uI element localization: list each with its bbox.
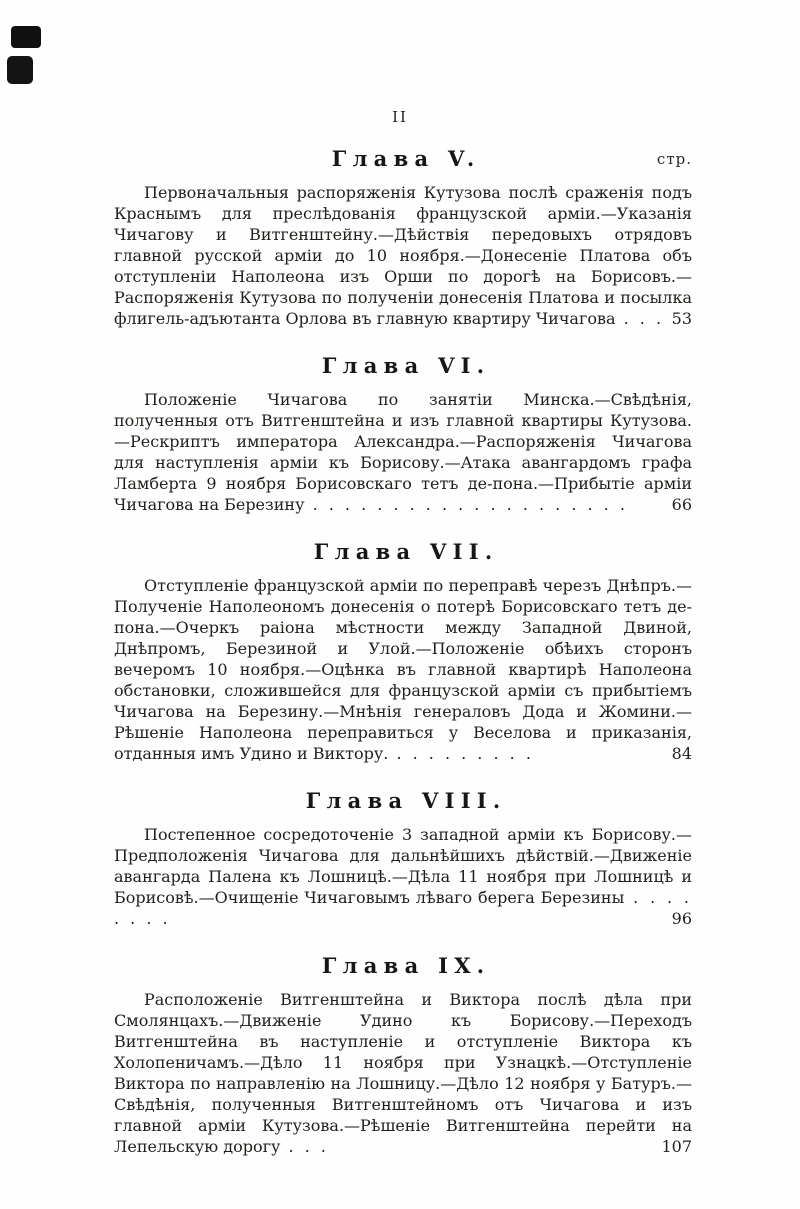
dot-leader: . . . [280, 1137, 329, 1156]
scan-artifact-icon [11, 26, 41, 48]
chapter-page-number: 53 [671, 309, 692, 328]
chapter-summary-text: Положеніе Чичагова по занятіи Минска.—Свѣдѣнія, полученныя отъ Витгенштейна и изъ главной квартиры Кутузова.—Рескриптъ императора Александра.—Распоряженія Чичагова для наступленія арміи къ Борисову.—Атака авангардомъ графа Ламберта 9 ноября Борисовскаго тетъ де-пона.—Прибытіе арміи Чичагова на Березину [114, 390, 692, 514]
scan-artifact-icon [7, 56, 33, 84]
toc-entry [114, 146, 692, 329]
chapter-summary-block [114, 389, 692, 515]
chapter-page-number: 107 [661, 1137, 692, 1156]
chapter-page-number: 96 [671, 909, 692, 928]
dot-leader: . . . [615, 309, 665, 328]
chapter-heading-row [114, 353, 692, 378]
chapter-summary [114, 575, 692, 764]
page-column-label: стр. [656, 150, 692, 168]
chapter-summary-text: Отступленіе французской арміи по переправѣ черезъ Днѣпръ.—Полученіе Наполеономъ донесенія о потерѣ Борисовскаго тетъ де-пона.—Очеркъ раіона мѣстности между Западной Двиной, Днѣпромъ, Березиной и Улой.—Положеніе обѣихъ сторонъ вечеромъ 10 ноября.—Оцѣнка въ главной квартирѣ Наполеона обстановки, сложившейся для французской арміи съ прибытіемъ Чичагова на Березину.—Мнѣнія генераловъ Дода и Жомини.—Рѣшеніе Наполеона переправиться у Веселова и приказанія, отданныя имъ Удино и Виктору. [114, 576, 692, 763]
chapter-summary [114, 182, 692, 329]
toc-entry [114, 788, 692, 929]
chapter-summary-text: Расположеніе Витгенштейна и Виктора послѣ дѣла при Смолянцахъ.—Движеніе Удино къ Борисову.—Переходъ Витгенштейна въ наступленіе и отступленіе Виктора къ Холопеничамъ.—Дѣло 11 ноября при Узнацкѣ.—Отступленіе Виктора по направленію на Лошницу.—Дѣло 12 ноября у Батуръ.—Свѣдѣнія, полученныя Витгенштейномъ отъ Чичагова и изъ главной арміи Кутузова.—Рѣшеніе Витгенштейна перейти на Лепельскую дорогу [114, 990, 692, 1156]
toc-entry [114, 353, 692, 515]
chapter-title: Глава VI. [321, 353, 491, 378]
chapter-heading-row [114, 539, 692, 564]
page-folio: II [392, 108, 408, 126]
chapter-heading-row [114, 146, 692, 171]
chapter-summary-block [114, 989, 692, 1157]
chapter-title: Глава VIII. [305, 788, 507, 813]
toc-entry [114, 539, 692, 764]
chapter-summary-text: Постепенное сосредоточеніе 3 западной арміи къ Борисову.—Предположенія Чичагова для дальнѣйшихъ дѣйствій.—Движеніе авангарда Палена къ Лошницѣ.—Дѣла 11 ноября при Лошницѣ и Борисовѣ.—Очищеніе Чичаговымъ лѣваго берега Березины [114, 825, 692, 907]
chapter-heading-row [114, 953, 692, 978]
chapter-summary-block [114, 824, 692, 929]
dot-leader: . . . . . . . . . [388, 744, 534, 763]
chapter-summary [114, 824, 692, 929]
dot-leader: . . . . . . . . . . . . . . . . . . . . [304, 495, 628, 514]
chapter-summary [114, 389, 692, 515]
chapter-title: Глава IX. [321, 953, 491, 978]
table-of-contents [114, 146, 692, 1157]
chapter-summary-block [114, 575, 692, 764]
chapter-page-number: 84 [671, 744, 692, 763]
chapter-title: Глава VII. [313, 539, 499, 564]
dot-leader: . . . . . . . . [114, 888, 693, 928]
chapter-summary-block [114, 182, 692, 329]
chapter-page-number: 66 [671, 495, 692, 514]
chapter-title: Глава V. [331, 146, 481, 171]
toc-entry [114, 953, 692, 1157]
chapter-summary-text: Первоначальныя распоряженія Кутузова послѣ сраженія подъ Краснымъ для преслѣдованія французской арміи.—Указанія Чичагову и Витгенштейну.—Дѣйствія передовыхъ отрядовъ главной русской арміи до 10 ноября.—Донесеніе Платова объ отступленіи Наполеона изъ Орши по дорогѣ на Борисовъ.—Распоряженія Кутузова по полученіи донесенія Платова и посылка флигель-адъютанта Орлова въ главную квартиру Чичагова [114, 183, 692, 328]
chapter-summary [114, 989, 692, 1157]
chapter-heading-row [114, 788, 692, 813]
